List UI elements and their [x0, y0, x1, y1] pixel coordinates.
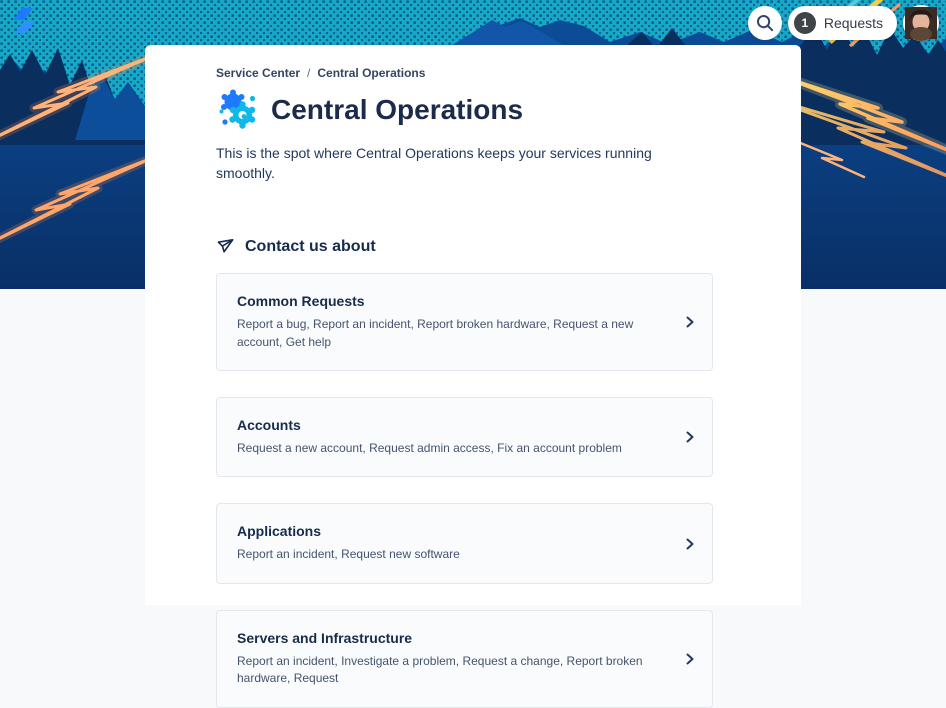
request-card-title: Common Requests	[237, 293, 365, 310]
contact-section-heading	[216, 237, 713, 256]
page-title: Central Operations	[271, 94, 524, 125]
chevron-right-icon	[682, 651, 698, 667]
request-card-applications[interactable]	[216, 503, 713, 583]
request-card-description: Report an incident, Investigate a problem, Request a change, Report broken hardware, Request	[237, 653, 643, 686]
requests-button-label: Requests	[823, 15, 883, 31]
breadcrumb-central-operations[interactable]: Central Operations	[317, 66, 426, 80]
send-icon	[216, 237, 235, 256]
request-card-title: Accounts	[237, 416, 301, 433]
request-card-description: Request a new account, Request admin access, Fix an account problem	[237, 440, 622, 455]
requests-button[interactable]	[788, 6, 897, 40]
chevron-right-icon	[682, 429, 698, 445]
request-card-description: Report a bug, Report an incident, Report broken hardware, Request a new account, Get help	[237, 317, 634, 349]
breadcrumb-separator: /	[307, 66, 311, 80]
breadcrumb	[216, 66, 713, 80]
request-card-description: Report an incident, Request new software	[237, 547, 460, 562]
title-row	[216, 88, 713, 132]
chevron-right-icon	[682, 314, 698, 330]
chevron-right-icon	[682, 536, 698, 552]
request-card-common-requests[interactable]	[216, 273, 713, 371]
request-type-list	[216, 273, 713, 707]
request-card-accounts[interactable]	[216, 397, 713, 477]
search-button[interactable]	[748, 6, 782, 40]
project-gear-icon	[216, 88, 260, 132]
portal-content-card	[145, 45, 801, 686]
contact-heading-label: Contact us about	[245, 237, 376, 255]
user-avatar[interactable]	[903, 5, 939, 41]
search-icon	[755, 13, 775, 33]
breadcrumb-service-center[interactable]: Service Center	[216, 66, 301, 80]
brand-logo[interactable]	[11, 7, 37, 40]
topbar	[748, 5, 939, 41]
request-card-servers-infrastructure[interactable]	[216, 610, 713, 708]
page-description: This is the spot where Central Operations keeps your services running smoothly.	[216, 145, 652, 181]
requests-count-badge: 1	[794, 12, 816, 34]
request-card-title: Servers and Infrastructure	[237, 629, 413, 646]
request-card-title: Applications	[237, 523, 322, 540]
